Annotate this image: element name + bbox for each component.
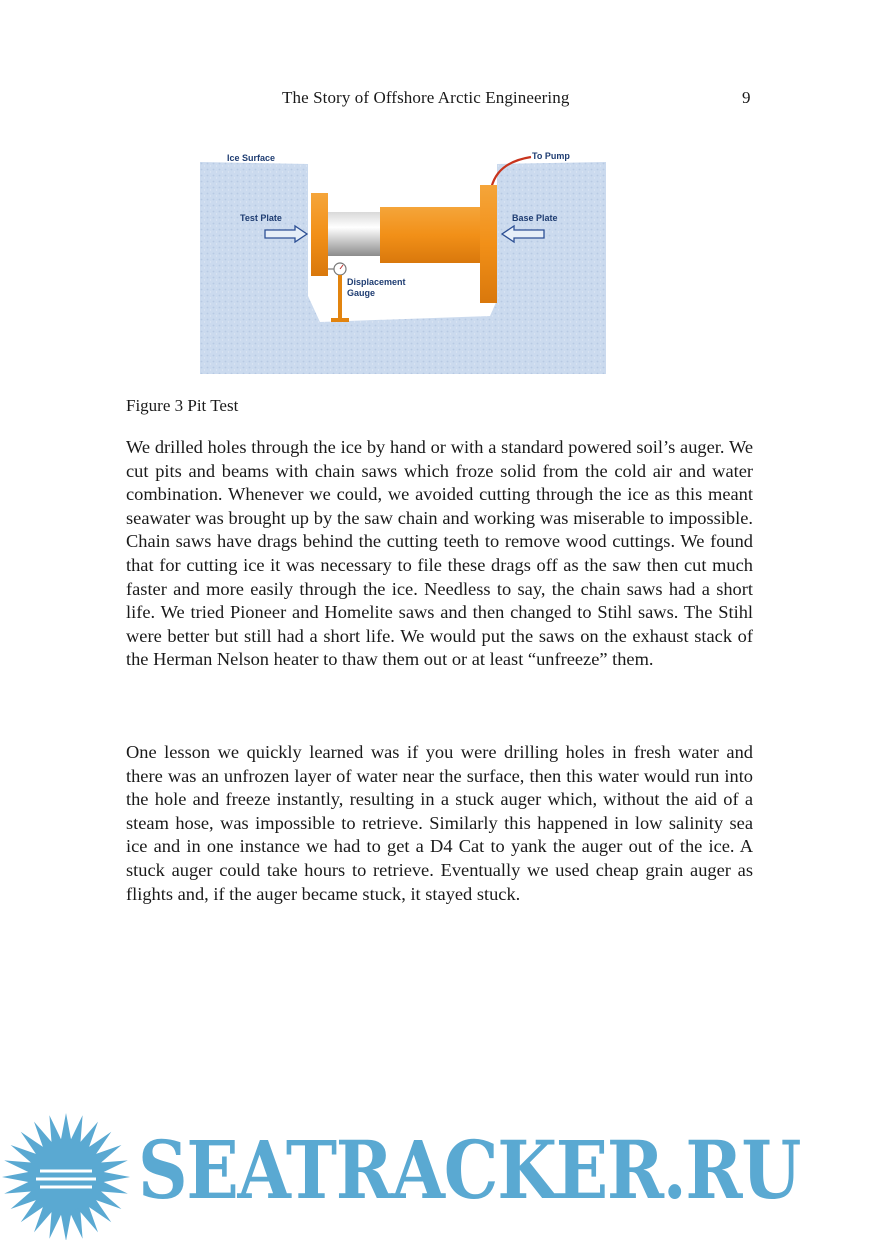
ice-surface-label: Ice Surface (227, 153, 276, 163)
pit-test-figure (200, 150, 606, 374)
test-plate-label: Test Plate (240, 213, 282, 223)
page-number: 9 (742, 88, 751, 107)
body-paragraph-1: We drilled holes through the ice by hand or with a standard powered soil’s auger. We cut pits and beams with chain saws which froze solid from the cold air and water combination. Whenever we could, we avoided cutting through the ice as this meant seawater was brought up by the saw chain and working was miserable to impossible. Chain saws have drags behind the cutting teeth to remove wood cuttings. We found that for cutting ice it was necessary to file these drags off as the saw then cut much faster and more easily through the ice. Needless to say, the chain saws had a short life. We tried Pioneer and Homelite saws and then changed to Stihl saws. The Stihl were better but still had a short life. We would put the saws on the exhaust stack of the Herman Nelson heater to thaw them out or at least “unfreeze” them. (126, 437, 753, 670)
displacement-label: Displacement (347, 277, 406, 287)
sun-logo-icon (2, 1113, 130, 1240)
gauge-foot (331, 318, 349, 322)
to-pump-label: To Pump (532, 151, 570, 161)
hydraulic-ram (380, 207, 480, 263)
running-header-title: The Story of Offshore Arctic Engineering (282, 88, 570, 107)
load-cylinder (328, 212, 380, 256)
base-plate-label: Base Plate (512, 213, 558, 223)
gauge-label: Gauge (347, 288, 376, 298)
gauge-stand (338, 275, 342, 319)
watermark (0, 1105, 878, 1240)
body-paragraph-2: One lesson we quickly learned was if you were drilling holes in fresh water and there was an unfrozen layer of water near the surface, then this water would run into the hole and freeze instantly, resulting in a stuck auger which, without the aid of a steam hose, was impossible to retrieve. Similarly this happened in low salinity sea ice and in one instance we had to get a D4 Cat to yank the auger out of the ice. A stuck auger could take hours to retrieve. Eventually we used cheap grain auger as flights and, if the auger became stuck, it stayed stuck. (126, 742, 753, 904)
test-plate (311, 193, 328, 276)
figure-caption: Figure 3 Pit Test (126, 396, 239, 415)
watermark-text: SEATRACKER.RU (138, 1123, 801, 1217)
base-plate (480, 185, 497, 303)
ice-block (200, 162, 606, 374)
